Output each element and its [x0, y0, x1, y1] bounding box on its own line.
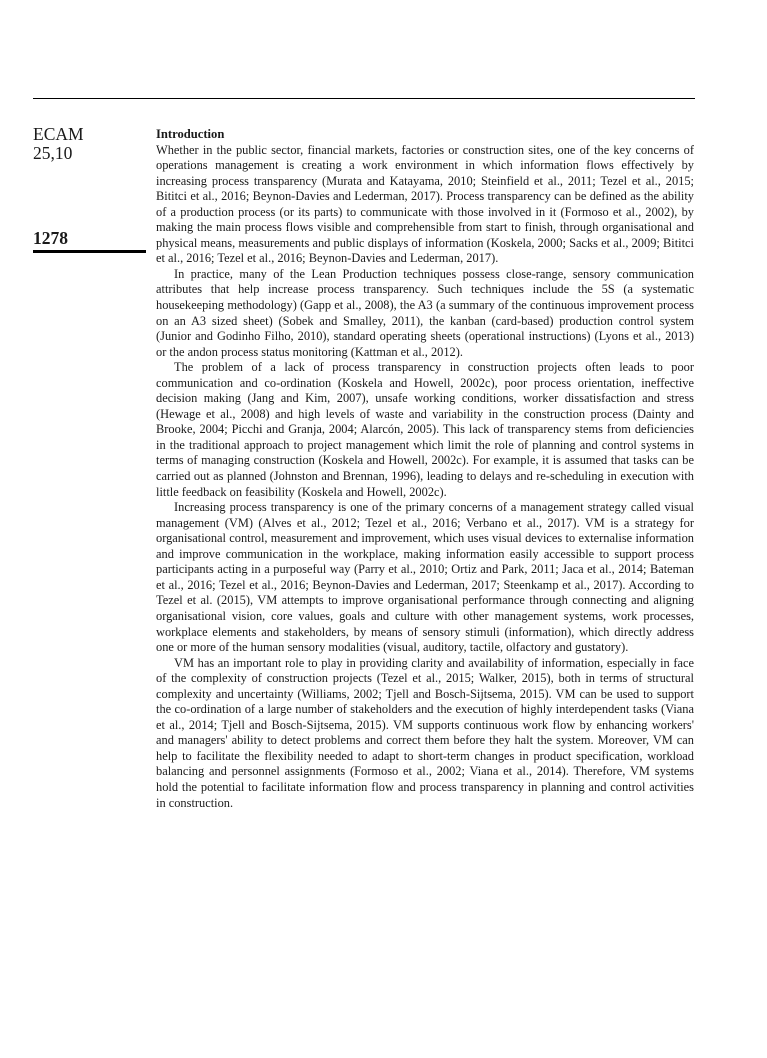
article-body [156, 127, 694, 811]
header-rule [33, 98, 695, 99]
page-number-rule [33, 250, 146, 253]
volume-issue: 25,10 [33, 143, 73, 163]
paragraph: VM has an important role to play in providing clarity and availability of information, especially in face of the complexity of construction projects (Tezel et al., 2015; Walker, 2015), both in terms of structural complexity and uncertainty (Williams, 2002; Tjell and Bosch-Sijtsema, 2015). VM can be used to support the co-ordination of a large number of stakeholders and the execution of highly interdependent tasks (Viana et al., 2014; Tjell and Bosch-Sijtsema, 2015). VM supports continuous work flow by enhancing workers' and managers' ability to detect problems and correct them before they halt the system. Moreover, VM can help to facilitate the flexibility needed to adapt to short-term changes in product specification, workload balancing and personnel assignments (Formoso et al., 2002; Viana et al., 2014). Therefore, VM systems hold the potential to facilitate information flow and process transparency in planning and control activities in construction. [156, 655, 694, 810]
paragraph: The problem of a lack of process transparency in construction projects often leads to poor communication and co-ordination (Koskela and Howell, 2002c), poor process orientation, ineffective decision making (Jang and Kim, 2007), unsafe working conditions, worker dissatisfaction and stress (Hewage et al., 2008) and high levels of waste and variability in the construction process (Dainty and Brooke, 2004; Picchi and Granja, 2004; Alarcón, 2005). This lack of transparency stems from deficiencies in the traditional approach to project management which limit the role of planning and control systems in terms of managing construction (Koskela and Howell, 2002c). For example, it is assumed that tasks can be carried out as planned (Johnston and Brennan, 1996), leading to delays and re-scheduling in execution with little feedback on feasibility (Koskela and Howell, 2002c). [156, 360, 694, 499]
paragraph: Whether in the public sector, financial markets, factories or construction sites, one of the key concerns of operations management is creating a work environment in which information flows effectively by increasing process transparency (Murata and Katayama, 2010; Steinfield et al., 2011; Tezel et al., 2015; Bititci et al., 2016; Beynon-Davies and Lederman, 2017). Process transparency can be defined as the ability of a production process (or its parts) to communicate with those involved in it (Formoso et al., 2002), by making the main process flows visible and comprehensible from start to finish, through organisational and physical means, measurements and public displays of information (Koskela, 2000; Sacks et al., 2009; Bititci et al., 2016; Tezel et al., 2016; Beynon-Davies and Lederman, 2017). [156, 142, 694, 266]
journal-info [33, 125, 143, 163]
page-number: 1278 [33, 228, 68, 248]
journal-name: ECAM [33, 124, 84, 144]
paragraph: Increasing process transparency is one of the primary concerns of a management strategy called visual management (VM) (Alves et al., 2012; Tezel et al., 2016; Verbano et al., 2017). VM is a strategy for organisational control, measurement and improvement, which uses visual devices to externalise information and improve communication in the workplace, making information easily accessible to support process participants acting in a purposeful way (Parry et al., 2010; Ortiz and Park, 2011; Jaca et al., 2014; Bateman et al., 2016; Tezel et al., 2016; Beynon-Davies and Lederman, 2017; Steenkamp et al., 2017). According to Tezel et al. (2015), VM attempts to improve organisational performance through connecting and aligning organisational vision, core values, goals and culture with other management systems, work processes, workplace elements and stakeholders, by means of sensory stimuli (information), which directly address one or more of the human sensory modalities (visual, auditory, tactile, olfactory and gustatory). [156, 500, 694, 655]
paragraph: In practice, many of the Lean Production techniques possess close-range, sensory communication attributes that help increase process transparency. Such techniques include the 5S (a systematic housekeeping methodology) (Gapp et al., 2008), the A3 (a summary of the continuous improvement process on an A3 sized sheet) (Sobek and Smalley, 2011), the kanban (card-based) production control system (Junior and Godinho Filho, 2010), standard operating sheets (operational instructions) (Lyons et al., 2013) or the andon process status monitoring (Kattman et al., 2012). [156, 266, 694, 359]
section-heading: Introduction [156, 127, 225, 141]
